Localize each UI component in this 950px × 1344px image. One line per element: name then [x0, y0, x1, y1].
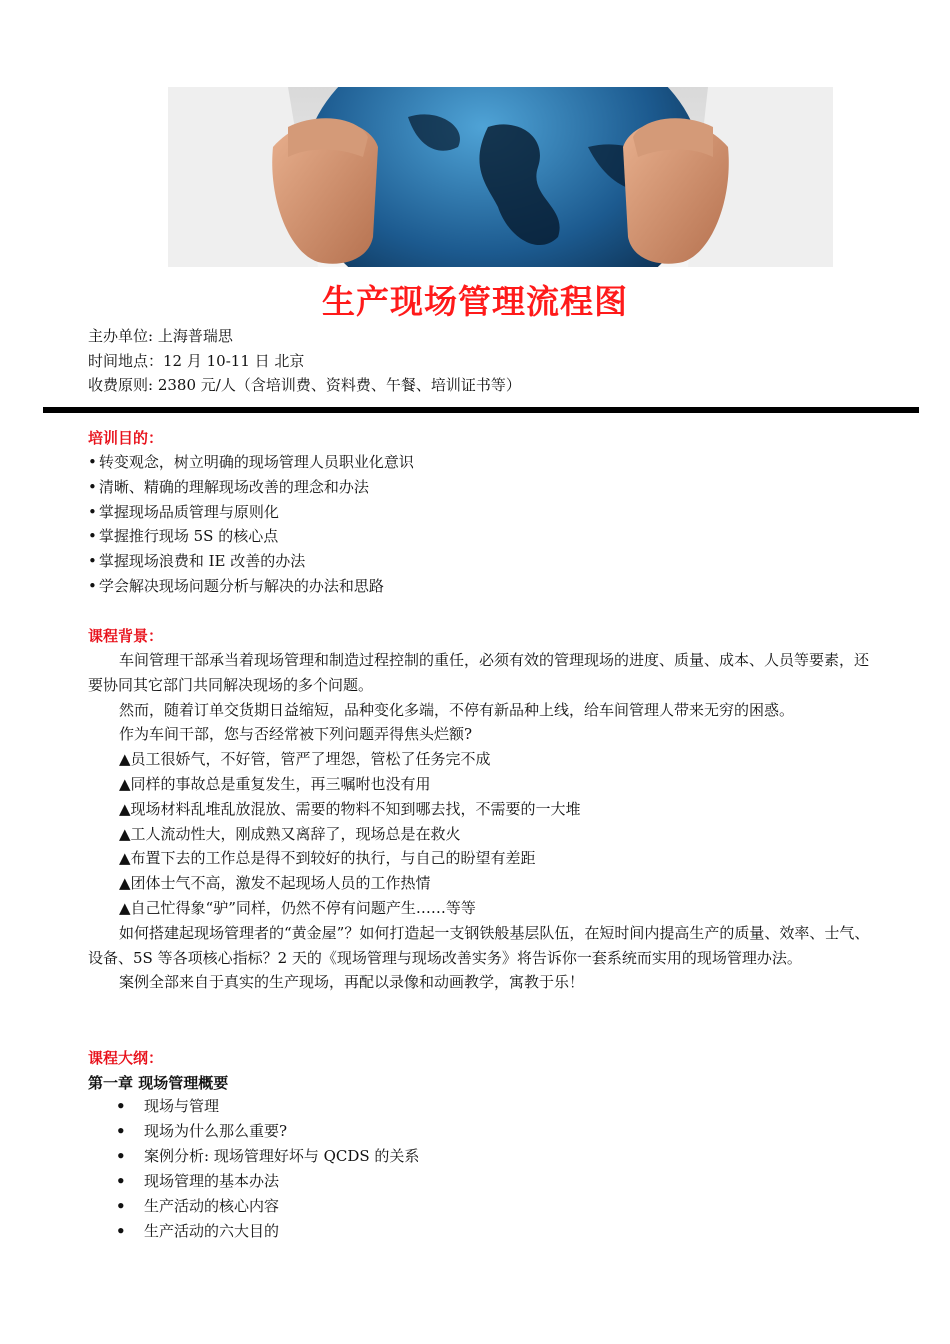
- list-item: [116, 1194, 419, 1219]
- fee-line: 收费原则: 2380 元/人（含培训费、资料费、午餐、培训证书等）: [88, 376, 521, 394]
- bullet-icon: •: [116, 1097, 126, 1115]
- bullet-icon: •: [116, 1172, 126, 1190]
- list-item: [116, 1119, 419, 1144]
- event-info: [88, 324, 521, 398]
- list-item-label: 生产活动的六大目的: [144, 1222, 280, 1240]
- background-text: [88, 648, 878, 995]
- list-item: [116, 1094, 419, 1119]
- outline-heading: 课程大纲：: [88, 1049, 164, 1067]
- paragraph: 如何搭建起现场管理者的“黄金屋”？如何打造起一支钢铁般基层队伍，在短时间内提高生产的质量、效率、士气、设备、5S 等各项核心指标？2 天的《现场管理与现场改善实务》将告诉你一套系统而实用的现场管理办法。: [88, 923, 870, 967]
- chapter-title: 第一章 现场管理概要: [88, 1074, 229, 1092]
- paragraph: 作为车间干部，您与否经常被下列问题弄得焦头烂额?: [119, 725, 473, 744]
- organizer-line: 主办单位: 上海普瑞思: [88, 327, 233, 345]
- problem-item: ▲布置下去的工作总是得不到较好的执行，与自己的盼望有差距: [119, 849, 536, 868]
- list-item: • 掌握推行现场 5S 的核心点: [88, 524, 414, 549]
- list-item-label: 现场为什么那么重要?: [144, 1122, 288, 1140]
- list-item: • 清晰、精确的理解现场改善的理念和办法: [88, 475, 414, 500]
- list-item: [116, 1169, 419, 1194]
- problem-item: ▲现场材料乱堆乱放混放、需要的物料不知到哪去找，不需要的一大堆: [119, 799, 581, 818]
- list-item-label: 案例分析: 现场管理好坏与 QCDS 的关系: [144, 1147, 420, 1165]
- list-item: • 掌握现场浪费和 IE 改善的办法: [88, 549, 414, 574]
- list-item-label: 现场管理的基本办法: [144, 1172, 280, 1190]
- hero-image-hands-holding-globe: [168, 87, 833, 267]
- list-item: • 掌握现场品质管理与原则化: [88, 500, 414, 525]
- background-heading: 课程背景：: [88, 627, 164, 645]
- problem-item: ▲工人流动性大，刚成熟又离辞了，现场总是在救火: [119, 824, 461, 843]
- objectives-list: [88, 450, 414, 599]
- bullet-icon: •: [116, 1122, 126, 1140]
- list-item: • 转变观念，树立明确的现场管理人员职业化意识: [88, 450, 414, 475]
- bullet-icon: •: [116, 1197, 126, 1215]
- list-item: • 学会解决现场问题分析与解决的办法和思路: [88, 574, 414, 599]
- paragraph: 车间管理干部承当着现场管理和制造过程控制的重任，必须有效的管理现场的进度、质量、成本、人员等要素，还要协同其它部门共同解决现场的多个问题。: [88, 651, 870, 694]
- horizontal-divider: [43, 407, 919, 413]
- time-place-line: 时间地点：12 月 10-11 日 北京: [88, 351, 305, 370]
- list-item-label: 生产活动的核心内容: [144, 1197, 280, 1215]
- list-item-label: 现场与管理: [144, 1097, 220, 1115]
- bullet-icon: •: [116, 1222, 126, 1240]
- page-title: 生产现场管理流程图: [322, 282, 628, 321]
- list-item: [116, 1219, 419, 1244]
- list-item: [116, 1144, 419, 1169]
- bullet-icon: •: [116, 1147, 126, 1165]
- problem-item: ▲团体士气不高，激发不起现场人员的工作热情: [119, 874, 431, 893]
- problem-item: ▲员工很娇气，不好管，管严了埋怨，管松了任务完不成: [119, 750, 491, 769]
- paragraph: 案例全部来自于真实的生产现场，再配以录像和动画教学，寓教于乐！: [119, 973, 585, 992]
- problem-item: ▲同样的事故总是重复发生，再三嘱咐也没有用: [119, 774, 431, 793]
- paragraph: 然而，随着订单交货期日益缩短，品种变化多端，不停有新品种上线，给车间管理人带来无穷的困惑。: [119, 700, 795, 719]
- problem-item: ▲自己忙得象“驴”同样，仍然不停有问题产生……等等: [119, 898, 476, 917]
- objectives-heading: 培训目的：: [88, 429, 164, 447]
- outline-list: [116, 1094, 419, 1244]
